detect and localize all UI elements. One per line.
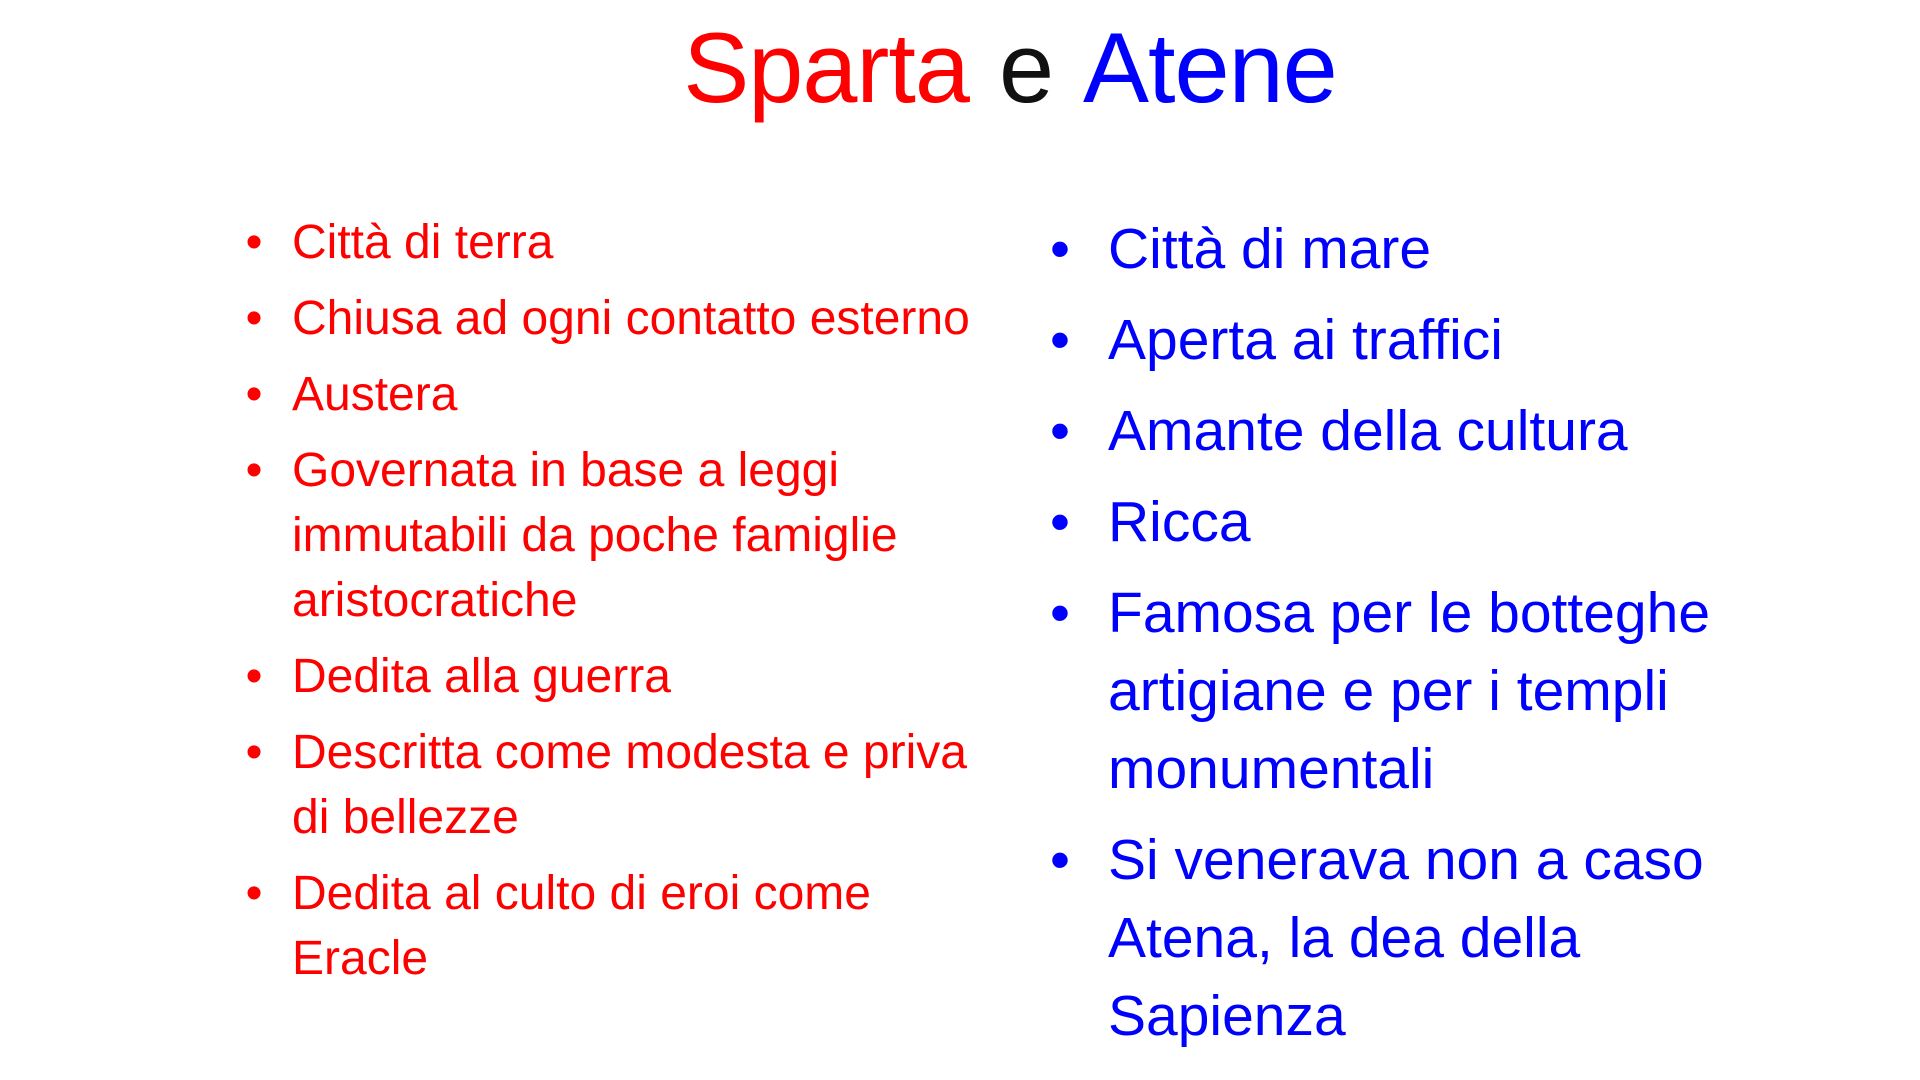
atene-item-text: Aperta ai traffici	[1108, 308, 1503, 372]
sparta-item-text: Città di terra	[292, 216, 554, 269]
list-item	[1050, 301, 1808, 379]
list-item	[245, 438, 972, 633]
bullet-icon: •	[1050, 828, 1070, 892]
bullet-icon: •	[1050, 581, 1070, 645]
title-connector: e	[998, 12, 1054, 123]
bullet-icon: •	[1050, 399, 1070, 463]
sparta-item-text: Chiusa ad ogni contatto esterno	[292, 292, 970, 345]
sparta-list	[245, 210, 972, 1002]
bullet-icon: •	[245, 368, 263, 421]
list-item	[1050, 210, 1808, 288]
list-item	[1050, 574, 1808, 808]
list-item	[245, 720, 972, 850]
list-item	[245, 210, 972, 275]
bullet-icon: •	[245, 650, 263, 703]
list-item	[1050, 483, 1808, 561]
atene-item-text: Si venerava non a caso Atena, la dea della Sapienza	[1108, 828, 1704, 1048]
sparta-item-text: Dedita alla guerra	[292, 650, 671, 703]
list-item	[1050, 821, 1808, 1055]
list-item	[245, 644, 972, 709]
atene-item-text: Ricca	[1108, 490, 1251, 554]
bullet-icon: •	[245, 726, 263, 779]
list-item	[245, 362, 972, 427]
bullet-icon: •	[1050, 217, 1070, 281]
title-atene: Atene	[1083, 12, 1337, 123]
title-sparta: Sparta	[683, 12, 969, 123]
atene-item-text: Famosa per le botteghe artigiane e per i templi monumentali	[1108, 581, 1711, 801]
atene-list	[1050, 210, 1808, 1068]
sparta-item-text: Governata in base a leggi immutabili da poche famiglie aristocratiche	[292, 444, 898, 627]
bullet-icon: •	[1050, 308, 1070, 372]
sparta-item-text: Austera	[292, 368, 458, 421]
list-item	[1050, 392, 1808, 470]
bullet-icon: •	[1050, 490, 1070, 554]
list-item	[245, 861, 972, 991]
list-item	[245, 286, 972, 351]
atene-item-text: Amante della cultura	[1108, 399, 1628, 463]
bullet-icon: •	[245, 292, 263, 345]
sparta-item-text: Dedita al culto di eroi come Eracle	[292, 867, 871, 985]
sparta-item-text: Descritta come modesta e priva di bellezze	[292, 726, 967, 844]
atene-item-text: Città di mare	[1108, 217, 1432, 281]
bullet-icon: •	[245, 867, 263, 920]
slide-title	[0, 8, 1920, 128]
bullet-icon: •	[245, 444, 263, 497]
bullet-icon: •	[245, 216, 263, 269]
